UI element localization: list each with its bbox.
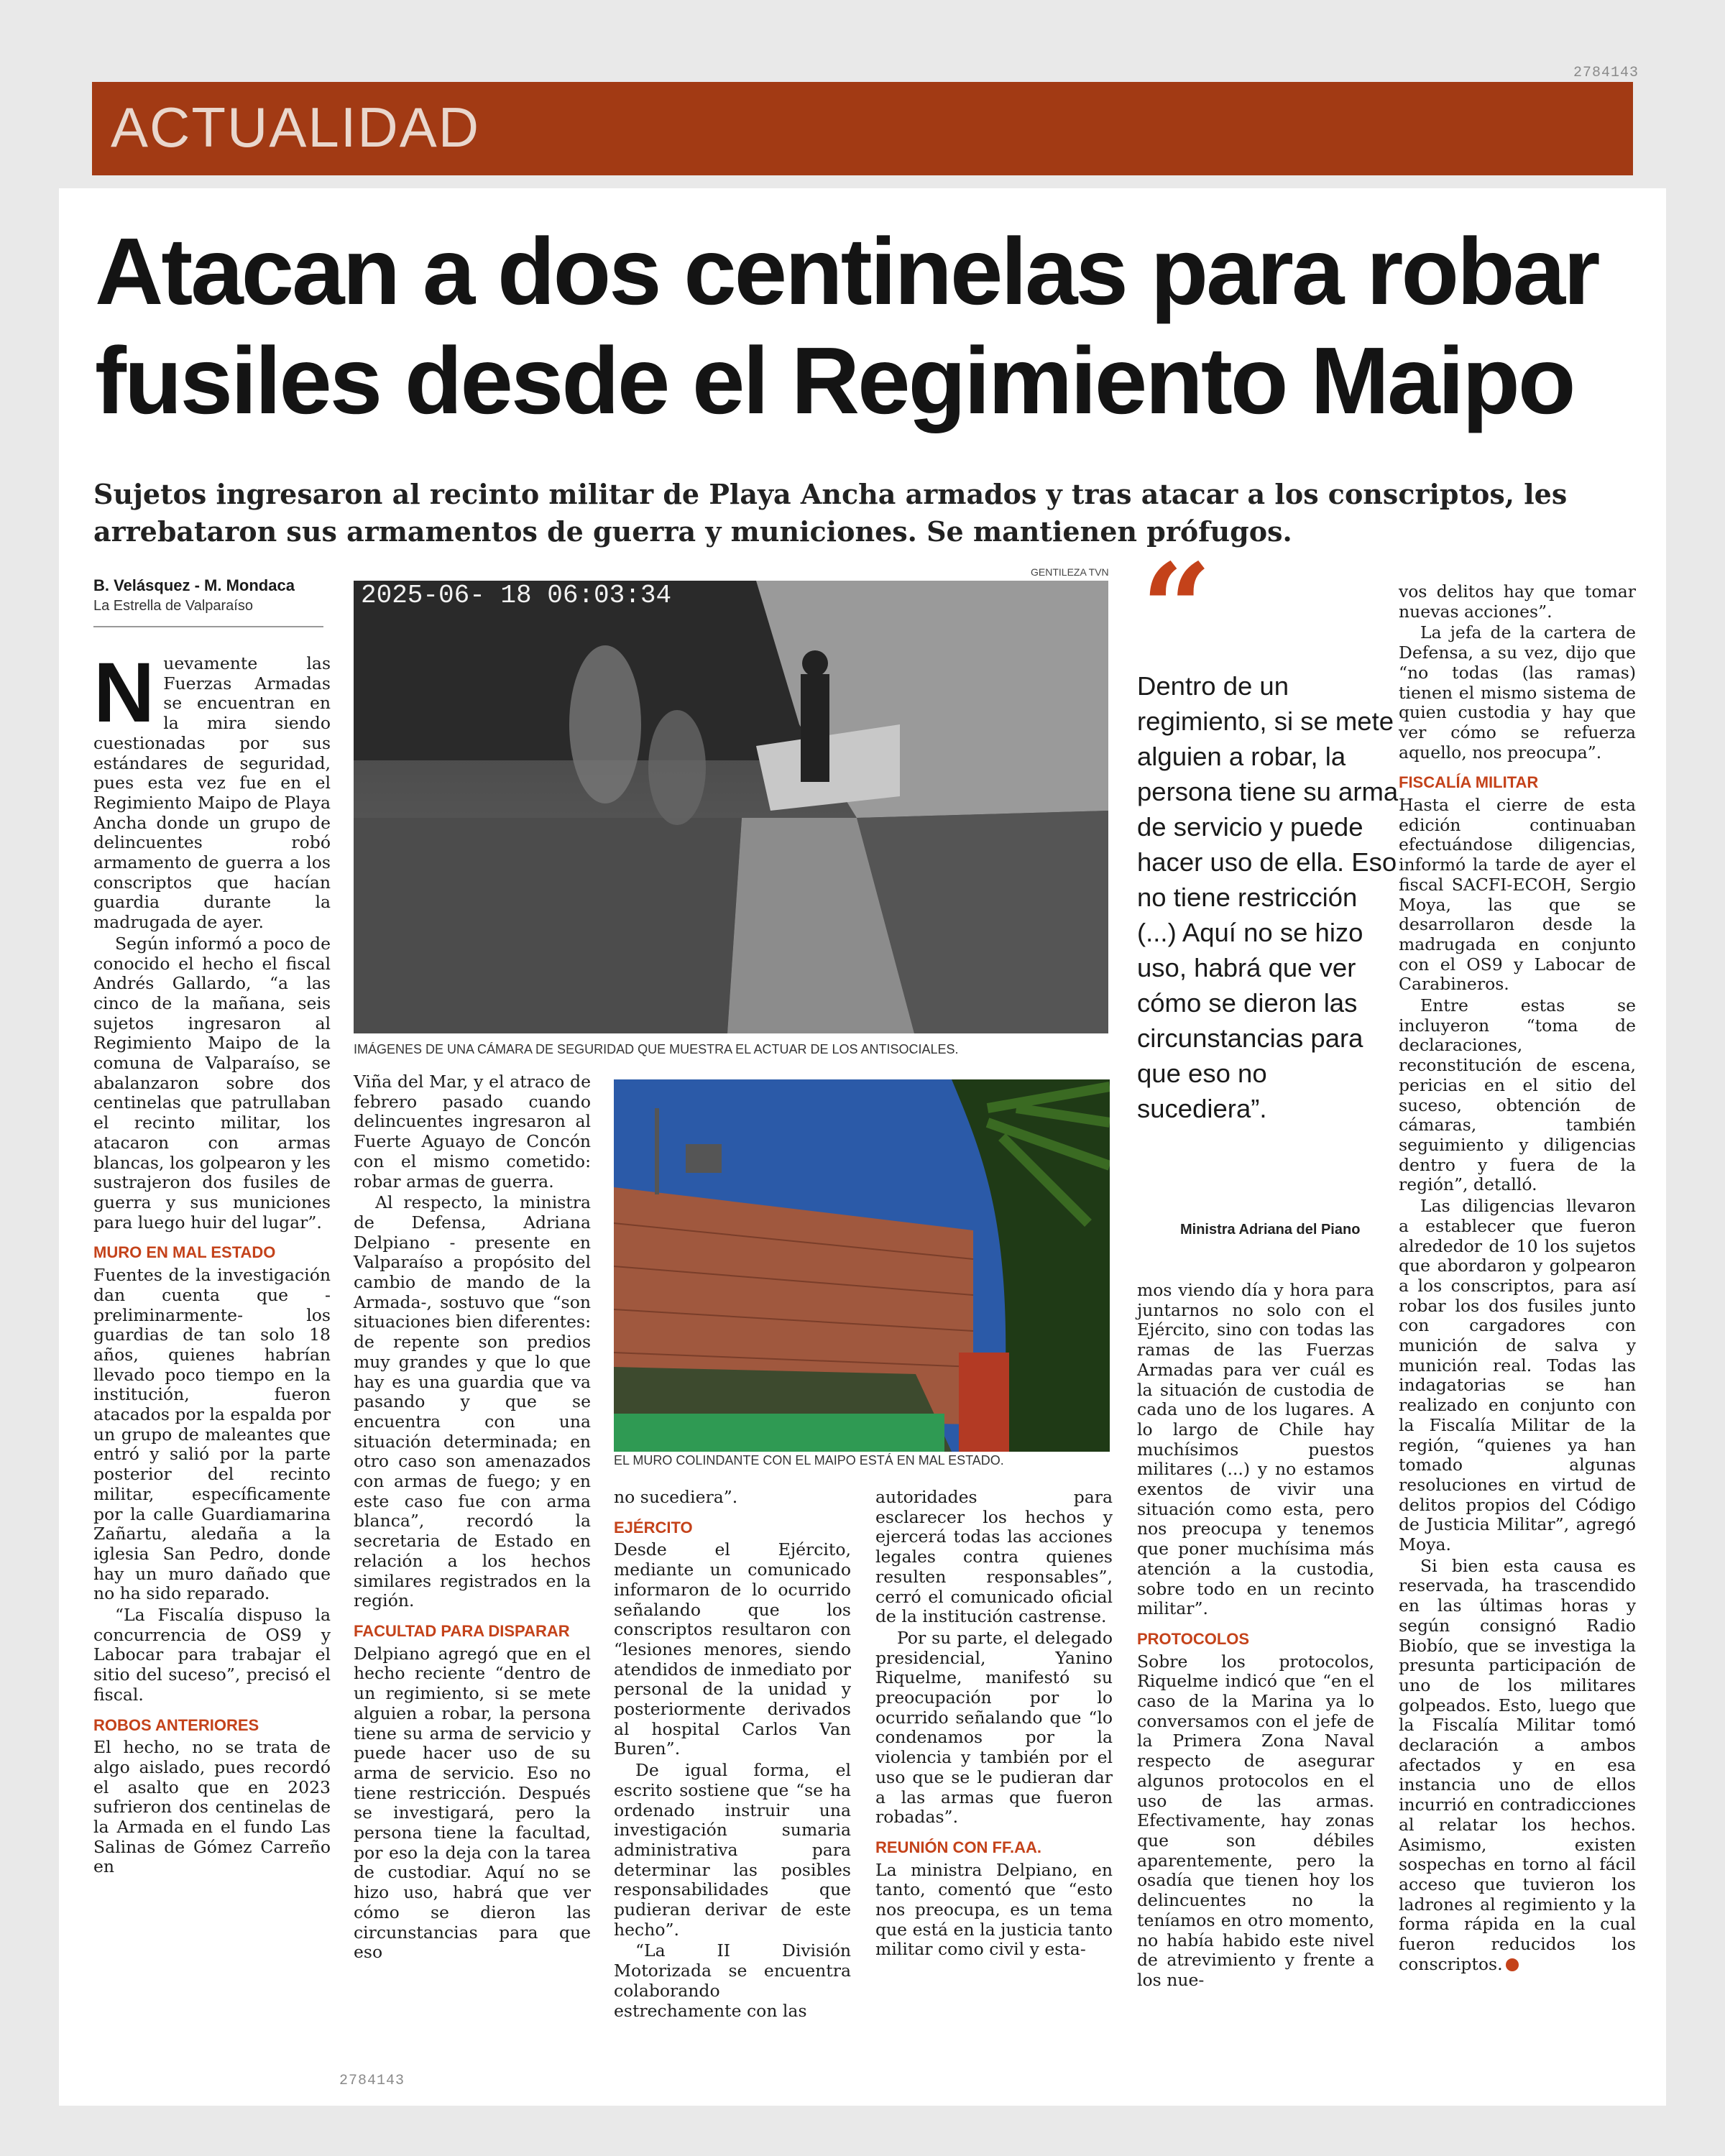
headline-line-1: Atacan a dos centinelas para robar (95, 218, 1598, 324)
subheading-robos: ROBOS ANTERIORES (93, 1715, 259, 1734)
paragraph: Viña del Mar, y el atraco de febrero pasado cuando delincuentes ingresaron al Fuerte Aguayo de Concón con el mismo cometido: robar armas de guerra. (354, 1072, 591, 1192)
subheading-fiscalia: FISCALÍA MILITAR (1399, 773, 1539, 792)
paragraph: La ministra Delpiano, en tanto, comentó que “esto nos preocupa, es un tema que está en la justicia tanto militar como civil y esta- (875, 1859, 1113, 1960)
end-mark-icon (1506, 1958, 1519, 1971)
subheading-muro: MURO EN MAL ESTADO (93, 1243, 276, 1262)
subheadline: Sujetos ingresaron al recinto militar de Playa Ancha armados y tras atacar a los conscriptos, les arrebataron sus armamentos de guerra y municiones. Se mantienen prófugos. (93, 478, 1568, 548)
paragraph: Delpiano agregó que en el hecho reciente “dentro de un regimiento, si se mete alguien a robar, la persona tiene su arma de servicio y puede hacer uso de su arma de servicio. Eso no tiene restricción. Después se investigará, pero la persona tiene la facultad, por eso la deja con la tarea de custodiar. Aquí no se hizo uso, habrá que ver cómo se dieron las circunstancias para que eso (354, 1643, 591, 1963)
drop-cap: N (93, 645, 155, 740)
closing-text: Si bien esta causa es reservada, ha trascendido en las últimas horas y según consignó Radio Biobío, que se investiga la presunta participación de uno de los militares golpeados. Esto, luego que la Fiscalía Militar tomó declaración a ambos afectados y en esa instancia uno de ellos incurrió en contradicciones al relatar los hechos. Asimismo, existen sospechas en torno al fácil acceso que tuvieron los ladrones al regimiento y la forma rápida en la cual fueron reducidos los conscriptos. (1399, 1555, 1636, 1974)
paragraph: Hasta el cierre de esta edición continuaban efectuándose diligencias, informó la tarde de ayer el fiscal SACFI-ECOH, Sergio Moya, las que se desarrollaron desde la madrugada en conjunto con el OS9 y Labocar de Carabineros. (1399, 795, 1636, 995)
photo-credit: GENTILEZA TVN (1031, 566, 1109, 578)
column-3 (614, 1488, 851, 2022)
section-label: ACTUALIDAD (111, 96, 481, 159)
security-camera-photo (354, 581, 1108, 1033)
column-1 (93, 645, 331, 1879)
headline (95, 217, 1640, 436)
column-2 (354, 1072, 591, 1964)
subheading-protocolos: PROTOCOLOS (1137, 1629, 1250, 1648)
subheading-reunion: REUNIÓN CON FF.AA. (875, 1838, 1041, 1856)
paragraph: Entre estas se incluyeron “toma de declaraciones, reconstitución de escena, pericias en el sitio del suceso, obtención de cámaras, también seguimiento y diligencias dentro y fuera de la región”, detalló. (1399, 995, 1636, 1195)
byline-authors: B. Velásquez - M. Mondaca (93, 576, 295, 594)
byline (93, 576, 323, 627)
paragraph: De igual forma, el escrito sostiene que “se ha ordenado instruir una investigación sumaria administrativa para determinar las posibles responsabilidades que pudieran derivar de este hecho”. (614, 1760, 851, 1940)
paragraph: Las diligencias llevaron a establecer que fueron alrededor de 10 los sujetos que abordaron y golpearon a los conscriptos, para así robar los dos fusiles junto con cargadores con munición de salva y munición real. Todas las indagatorias se han realizado en conjunto con la Fiscalía Militar de la región, “quienes ya han tomado algunas resoluciones en virtud de delitos propios del Código de Justicia Militar”, agregó Moya. (1399, 1196, 1636, 1555)
paragraph: “La II División Motorizada se encuentra colaborando estrechamente con las (614, 1940, 851, 2021)
paragraph: no sucediera”. (614, 1487, 738, 1507)
paragraph: Desde el Ejército, mediante un comunicado informaron de lo ocurrido señalando que los conscriptos resultaron con “lesiones menores, siendo atendidos de inmediato por personal de la unidad y posteriormente derivados al hospital Carlos Van Buren”. (614, 1539, 851, 1759)
column-5 (1137, 1281, 1374, 1992)
paragraph: Sobre los protocolos, Riquelme indicó que “en el caso de la Marina ya lo conversamos con el jefe de la Primera Zona Naval respecto de asegurar algunos protocolos en el uso de las armas. Efectivamente, hay zonas que son débiles aparentemente, pero la osadía que tienen hoy los delincuentes no la teníamos en otro momento, no había habido este nivel de atrevimiento y frente a los nue- (1137, 1651, 1374, 1990)
byline-divider (93, 626, 323, 627)
paragraph: La jefa de la cartera de Defensa, a su vez, dijo que “no todas (las ramas) tienen el mismo sistema de quien custodia y hay que ver cómo se refuerza aquello, nos preocupa”. (1399, 622, 1636, 763)
byline-publication: La Estrella de Valparaíso (93, 598, 253, 614)
paragraph: vos delitos hay que tomar nuevas acciones”. (1399, 581, 1636, 622)
column-4 (875, 1488, 1113, 1961)
paragraph: Fuentes de la investigación dan cuenta que -preliminarmente- los guardias de tan solo 18 años, quienes habrían llevado poco tiempo en la institución, fueron atacados por la espalda por un grupo de maleantes que entró y salió por la parte posterior del recinto militar, específicamente por la calle Guardiamarina Zañartu, aledaña a la iglesia San Pedro, donde hay un muro dañado que no ha sido reparado. (93, 1265, 331, 1604)
lead-paragraph (93, 645, 331, 933)
paragraph: Según informó a poco de conocido el hecho el fiscal Andrés Gallardo, “a las cinco de la mañana, seis sujetos ingresaron al Regimiento Maipo de la comuna de Valparaíso, se abalanzaron sobre dos centinelas que patrullaban el recinto militar, los atacaron con armas blancas, los golpearon y les sustrajeron dos fusiles de guerra y sus municiones para luego huir del lugar”. (93, 933, 331, 1233)
paragraph: Al respecto, la ministra de Defensa, Adriana Delpiano - presente en Valparaíso a propósito del cambio de mando de la Armada-, sostuvo que “son situaciones bien diferentes: de repente son predios muy grandes y que lo que hay es una guardia que va pasando y que se encuentra con una situación determinada; en otro caso son amenazados con armas de fuego; y en este caso fue con arma blanca”, recordó la secretaria de Estado en relación a los hechos similares registrados en la región. (354, 1192, 591, 1611)
article-page (59, 188, 1666, 2106)
photo2-caption: EL MURO COLINDANTE CON EL MAIPO ESTÁ EN MAL ESTADO. (614, 1453, 1004, 1468)
paragraph: Por su parte, el delegado presidencial, Yanino Riquelme, manifestó su preocupación por lo ocurrido señalando que “lo condenamos por la violencia y también por el uso que se le pudieran dar a las armas que fueron robadas”. (875, 1627, 1113, 1828)
subheading-facultad: FACULTAD PARA DISPARAR (354, 1621, 570, 1640)
camera-timestamp: 2025-06- 18 06:03:34 (361, 581, 672, 610)
subheading-ejercito: EJÉRCITO (614, 1518, 693, 1537)
paragraph: autoridades para esclarecer los hechos y ejercerá todas las acciones legales contra quienes resulten responsables”, cerró el comunicado oficial de la institución castrense. (875, 1487, 1113, 1627)
lead-text: uevamente las Fuerzas Armadas se encuentran en la mira siendo cuestionadas por sus estándares de seguridad, pues esta vez fue en el Regimiento Maipo de Playa Ancha donde un grupo de delincuentes robó armamento de guerra a los conscriptos que hacían guardia durante la madrugada de ayer. (93, 653, 331, 933)
paragraph (1399, 1557, 1636, 1975)
pull-quote-author: Ministra Adriana del Piano (1180, 1222, 1361, 1238)
column-6 (1399, 582, 1636, 1976)
photo1-caption: IMÁGENES DE UNA CÁMARA DE SEGURIDAD QUE MUESTRA EL ACTUAR DE LOS ANTISOCIALES. (354, 1042, 959, 1056)
article-id-mid: 2784143 (339, 2073, 405, 2089)
section-banner (92, 82, 1633, 175)
paragraph: El hecho, no se trata de algo aislado, pues recordó el asalto que en 2023 sufrieron dos centinelas de la Armada en el fundo Las Salinas de Gómez Carreño en (93, 1737, 331, 1877)
paragraph: “La Fiscalía dispuso la concurrencia de OS9 y Labocar para trabajar el sitio del suceso”, precisó el fiscal. (93, 1605, 331, 1705)
pull-quote: Dentro de un regimiento, si se mete alguien a robar, la persona tiene su arma de servicio y puede hacer uso de ella. Eso no tiene restricción (...) Aquí no se hizo uso, habrá que ver cómo se dieron las circunstancias para que eso no sucediera”. (1137, 671, 1399, 1123)
quote-mark: “ (1141, 537, 1212, 681)
wall-photo (614, 1079, 1110, 1452)
article-id-top: 2784143 (1573, 65, 1639, 81)
paragraph: mos viendo día y hora para juntarnos no solo con el Ejército, sino con todas las ramas de las Fuerzas Armadas para ver cuál es la situación de custodia de cada uno de los lugares. A lo largo de Chile hay muchísimos puestos militares (...) y no estamos exentos de vivir una situación como esta, pero nos preocupa y tenemos que poner muchísima más atención a la custodia, sobre todo en un recinto militar”. (1137, 1280, 1374, 1619)
headline-line-2: fusiles desde el Regimiento Maipo (95, 328, 1574, 433)
